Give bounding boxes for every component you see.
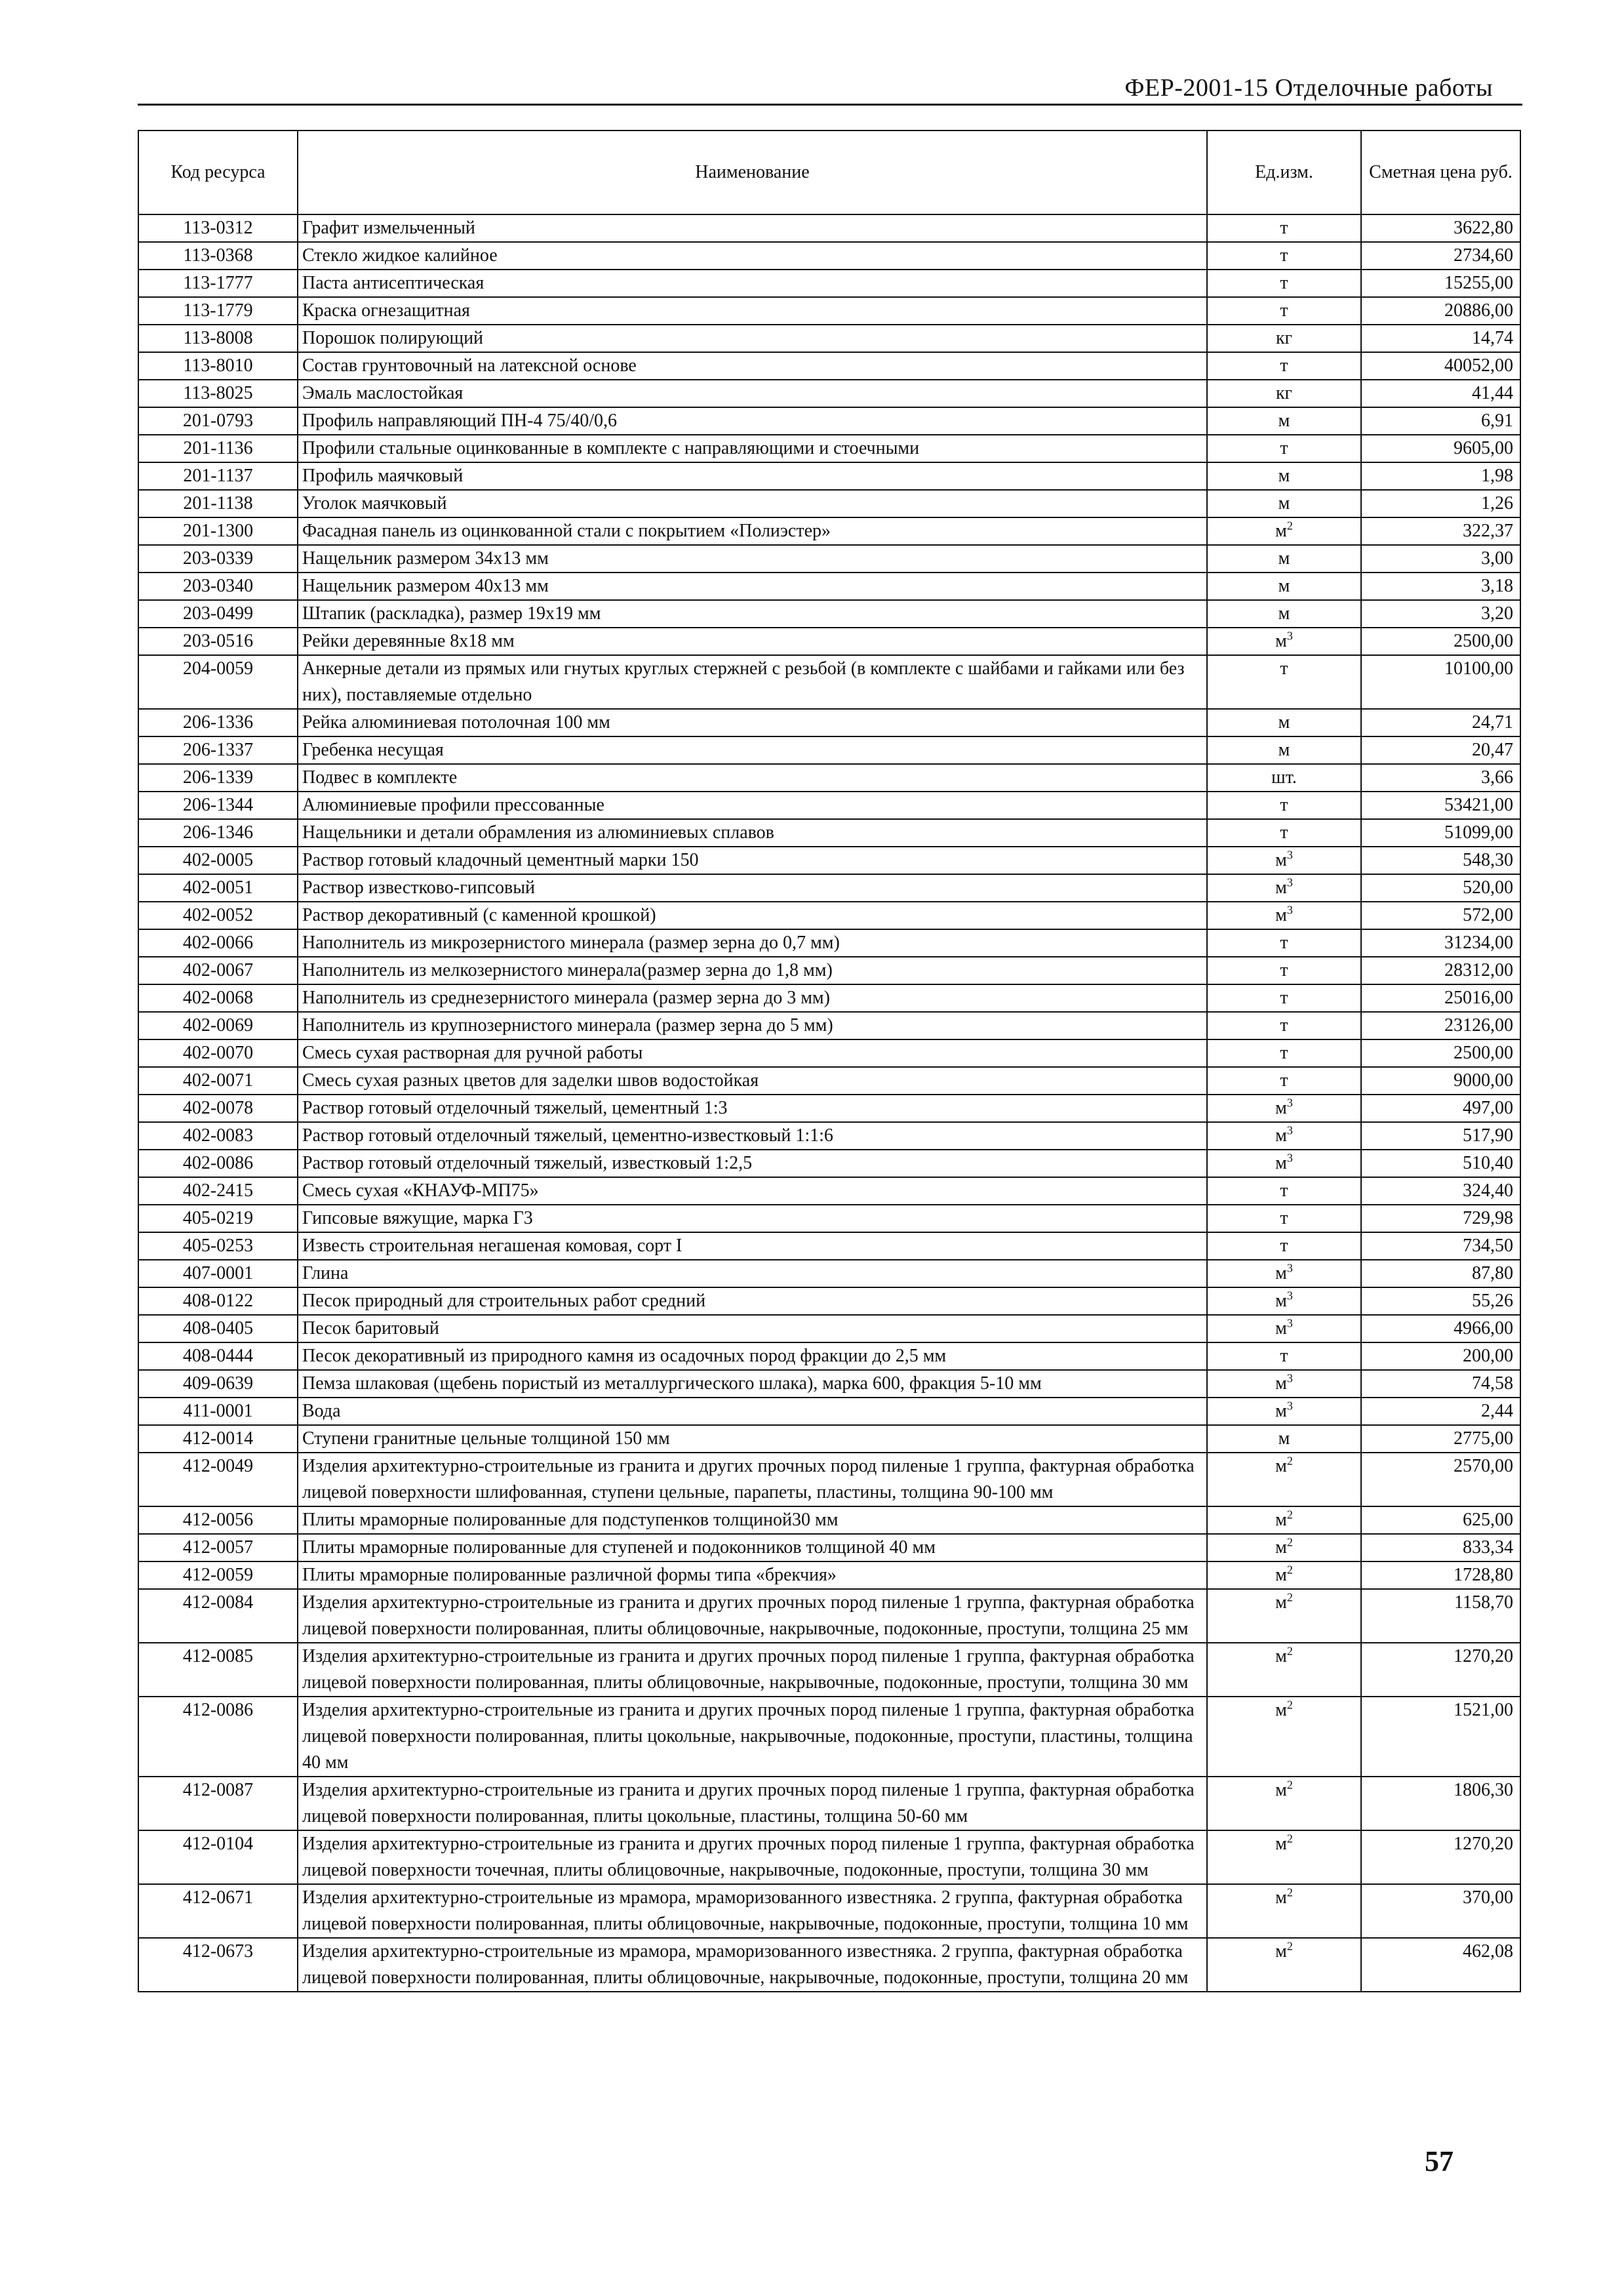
unit-cell: $м^3$	[1207, 1370, 1361, 1398]
unit-cell: т	[1207, 819, 1361, 847]
resource-code-cell: 412-0049	[138, 1453, 298, 1506]
price-cell: 1806,30	[1361, 1777, 1520, 1830]
resource-code-cell: 206-1339	[138, 764, 298, 792]
table-row	[138, 1370, 1520, 1398]
price-cell: 462,08	[1361, 1938, 1520, 1992]
table-row	[138, 1884, 1520, 1938]
resource-name-cell: Рейка алюминиевая потолочная 100 мм	[298, 709, 1207, 736]
resource-name-cell: Нащельник размером 40х13 мм	[298, 573, 1207, 600]
table-row	[138, 517, 1520, 545]
unit-cell: $м^3$	[1207, 1287, 1361, 1315]
resource-name-cell: Уголок маячковый	[298, 490, 1207, 517]
resource-code-cell: 412-0014	[138, 1425, 298, 1453]
price-cell: 625,00	[1361, 1506, 1520, 1534]
resource-price-table	[138, 130, 1521, 1992]
unit-cell: т	[1207, 297, 1361, 325]
price-cell: 51099,00	[1361, 819, 1520, 847]
price-cell: 3,00	[1361, 545, 1520, 573]
header-divider	[138, 104, 1522, 106]
table-row	[138, 1205, 1520, 1232]
column-header-unit: Ед.изм.	[1207, 131, 1361, 214]
table-row	[138, 764, 1520, 792]
price-cell: 9000,00	[1361, 1067, 1520, 1095]
unit-cell: $м^2$	[1207, 1697, 1361, 1777]
table-row	[138, 984, 1520, 1012]
unit-cell: $м^3$	[1207, 847, 1361, 874]
table-row	[138, 573, 1520, 600]
resource-name-cell: Раствор декоративный (с каменной крошкой)	[298, 902, 1207, 929]
unit-cell: м	[1207, 736, 1361, 764]
price-cell: 23126,00	[1361, 1012, 1520, 1039]
price-cell: 4966,00	[1361, 1315, 1520, 1342]
resource-name-cell: Вода	[298, 1398, 1207, 1425]
price-cell: 548,30	[1361, 847, 1520, 874]
resource-name-cell: Смесь сухая «КНАУФ-МП75»	[298, 1177, 1207, 1205]
unit-cell: м	[1207, 709, 1361, 736]
table-row	[138, 1342, 1520, 1370]
resource-code-cell: 206-1346	[138, 819, 298, 847]
resource-name-cell: Изделия архитектурно-строительные из гранита и других прочных пород пиленые 1 группа, фактурная обработка лицевой поверхности полированная, плиты облицовочные, накрывочные, подоконные, проступи, толщина 25 мм	[298, 1589, 1207, 1643]
unit-cell: кг	[1207, 380, 1361, 407]
unit-cell: $м^3$	[1207, 1315, 1361, 1342]
price-cell: 20886,00	[1361, 297, 1520, 325]
resource-code-cell: 203-0516	[138, 628, 298, 655]
column-header-price: Сметная цена руб.	[1361, 131, 1520, 214]
price-cell: 1,26	[1361, 490, 1520, 517]
table-row	[138, 1777, 1520, 1830]
resource-name-cell: Ступени гранитные цельные толщиной 150 мм	[298, 1425, 1207, 1453]
resource-name-cell: Нащельник размером 34х13 мм	[298, 545, 1207, 573]
unit-cell: т	[1207, 984, 1361, 1012]
resource-name-cell: Изделия архитектурно-строительные из гранита и других прочных пород пиленые 1 группа, фактурная обработка лицевой поверхности полированная, плиты цокольные, пластины, толщина 50-60 мм	[298, 1777, 1207, 1830]
price-cell: 1158,70	[1361, 1589, 1520, 1643]
resource-name-cell: Эмаль маслостойкая	[298, 380, 1207, 407]
unit-cell: м	[1207, 462, 1361, 490]
table-row	[138, 819, 1520, 847]
table-row	[138, 435, 1520, 462]
resource-code-cell: 412-0084	[138, 1589, 298, 1643]
resource-code-cell: 408-0122	[138, 1287, 298, 1315]
unit-cell: $м^3$	[1207, 1122, 1361, 1150]
resource-code-cell: 113-1779	[138, 297, 298, 325]
table-row	[138, 1506, 1520, 1534]
table-row	[138, 297, 1520, 325]
table-row	[138, 325, 1520, 352]
resource-name-cell: Плиты мраморные полированные для ступеней и подоконников толщиной 40 мм	[298, 1534, 1207, 1561]
resource-code-cell: 409-0639	[138, 1370, 298, 1398]
table-row	[138, 655, 1520, 709]
unit-cell: т	[1207, 1232, 1361, 1260]
unit-cell: т	[1207, 214, 1361, 242]
resource-code-cell: 113-8010	[138, 352, 298, 380]
table-row	[138, 352, 1520, 380]
table-row	[138, 1260, 1520, 1287]
resource-name-cell: Плиты мраморные полированные различной формы типа «брекчия»	[298, 1561, 1207, 1589]
unit-cell: м	[1207, 490, 1361, 517]
resource-code-cell: 412-0059	[138, 1561, 298, 1589]
page-number: 57	[1425, 2145, 1454, 2177]
table-row	[138, 902, 1520, 929]
unit-cell: т	[1207, 957, 1361, 984]
price-cell: 24,71	[1361, 709, 1520, 736]
table-row	[138, 1095, 1520, 1122]
resource-code-cell: 402-0067	[138, 957, 298, 984]
unit-cell: $м^2$	[1207, 1643, 1361, 1697]
table-row	[138, 1589, 1520, 1643]
resource-name-cell: Профиль направляющий ПН-4 75/40/0,6	[298, 407, 1207, 435]
resource-code-cell: 402-0086	[138, 1150, 298, 1177]
unit-cell: т	[1207, 1067, 1361, 1095]
unit-cell: $м^3$	[1207, 1398, 1361, 1425]
price-cell: 74,58	[1361, 1370, 1520, 1398]
resource-name-cell: Изделия архитектурно-строительные из мрамора, мраморизованного известняка. 2 группа, фактурная обработка лицевой поверхности полированная, плиты облицовочные, накрывочные, подоконные, проступи, толщина 20 мм	[298, 1938, 1207, 1992]
resource-name-cell: Нащельники и детали обрамления из алюминиевых сплавов	[298, 819, 1207, 847]
table-row	[138, 847, 1520, 874]
resource-code-cell: 405-0253	[138, 1232, 298, 1260]
unit-cell: $м^2$	[1207, 1561, 1361, 1589]
price-cell: 3622,80	[1361, 214, 1520, 242]
unit-cell: $м^3$	[1207, 1260, 1361, 1287]
resource-code-cell: 201-1136	[138, 435, 298, 462]
resource-code-cell: 402-0069	[138, 1012, 298, 1039]
unit-cell: кг	[1207, 325, 1361, 352]
price-cell: 200,00	[1361, 1342, 1520, 1370]
resource-code-cell: 203-0340	[138, 573, 298, 600]
unit-cell: м	[1207, 545, 1361, 573]
resource-name-cell: Подвес в комплекте	[298, 764, 1207, 792]
resource-name-cell: Краска огнезащитная	[298, 297, 1207, 325]
price-cell: 25016,00	[1361, 984, 1520, 1012]
table-row	[138, 1453, 1520, 1506]
resource-name-cell: Наполнитель из крупнозернистого минерала (размер зерна до 5 мм)	[298, 1012, 1207, 1039]
table-row	[138, 600, 1520, 628]
resource-name-cell: Алюминиевые профили прессованные	[298, 792, 1207, 819]
unit-cell: т	[1207, 352, 1361, 380]
price-cell: 20,47	[1361, 736, 1520, 764]
unit-cell: т	[1207, 1205, 1361, 1232]
table-row	[138, 929, 1520, 957]
price-cell: 3,66	[1361, 764, 1520, 792]
table-row	[138, 242, 1520, 270]
unit-cell: $м^2$	[1207, 1938, 1361, 1992]
unit-cell: шт.	[1207, 764, 1361, 792]
resource-code-cell: 402-0078	[138, 1095, 298, 1122]
resource-code-cell: 412-0104	[138, 1830, 298, 1884]
price-cell: 2570,00	[1361, 1453, 1520, 1506]
resource-code-cell: 412-0085	[138, 1643, 298, 1697]
price-cell: 3,18	[1361, 573, 1520, 600]
price-cell: 1728,80	[1361, 1561, 1520, 1589]
unit-cell: т	[1207, 1039, 1361, 1067]
resource-code-cell: 201-1138	[138, 490, 298, 517]
table-row	[138, 1697, 1520, 1777]
price-cell: 55,26	[1361, 1287, 1520, 1315]
resource-code-cell: 411-0001	[138, 1398, 298, 1425]
table-row	[138, 1039, 1520, 1067]
unit-cell: м	[1207, 600, 1361, 628]
resource-code-cell: 113-1777	[138, 270, 298, 297]
resource-name-cell: Состав грунтовочный на латексной основе	[298, 352, 1207, 380]
resource-name-cell: Песок баритовый	[298, 1315, 1207, 1342]
table-row	[138, 628, 1520, 655]
resource-name-cell: Фасадная панель из оцинкованной стали с покрытием «Полиэстер»	[298, 517, 1207, 545]
table-row	[138, 1287, 1520, 1315]
table-row	[138, 1067, 1520, 1095]
resource-code-cell: 113-8025	[138, 380, 298, 407]
resource-name-cell: Раствор готовый отделочный тяжелый, цементный 1:3	[298, 1095, 1207, 1122]
price-cell: 572,00	[1361, 902, 1520, 929]
resource-name-cell: Паста антисептическая	[298, 270, 1207, 297]
resource-code-cell: 407-0001	[138, 1260, 298, 1287]
unit-cell: $м^2$	[1207, 1453, 1361, 1506]
resource-code-cell: 201-1300	[138, 517, 298, 545]
unit-cell: $м^3$	[1207, 1095, 1361, 1122]
unit-cell: $м^2$	[1207, 1534, 1361, 1561]
price-cell: 833,34	[1361, 1534, 1520, 1561]
resource-code-cell: 206-1336	[138, 709, 298, 736]
resource-code-cell: 206-1344	[138, 792, 298, 819]
table-row	[138, 709, 1520, 736]
resource-code-cell: 402-0068	[138, 984, 298, 1012]
price-cell: 2,44	[1361, 1398, 1520, 1425]
resource-code-cell: 204-0059	[138, 655, 298, 709]
unit-cell: т	[1207, 929, 1361, 957]
resource-name-cell: Профили стальные оцинкованные в комплекте с направляющими и стоечными	[298, 435, 1207, 462]
price-cell: 31234,00	[1361, 929, 1520, 957]
price-cell: 28312,00	[1361, 957, 1520, 984]
resource-code-cell: 402-0052	[138, 902, 298, 929]
resource-name-cell: Смесь сухая разных цветов для заделки швов водостойкая	[298, 1067, 1207, 1095]
resource-name-cell: Известь строительная негашеная комовая, сорт I	[298, 1232, 1207, 1260]
resource-name-cell: Плиты мраморные полированные для подступенков толщиной30 мм	[298, 1506, 1207, 1534]
table-row	[138, 1534, 1520, 1561]
resource-name-cell: Глина	[298, 1260, 1207, 1287]
price-cell: 6,91	[1361, 407, 1520, 435]
unit-cell: $м^2$	[1207, 1884, 1361, 1938]
table-row	[138, 1315, 1520, 1342]
table-row	[138, 1177, 1520, 1205]
resource-name-cell: Изделия архитектурно-строительные из гранита и других прочных пород пиленые 1 группа, фактурная обработка лицевой поверхности полированная, плиты цокольные, накрывочные, подоконные, проступи, пластины, толщина 40 мм	[298, 1697, 1207, 1777]
resource-name-cell: Раствор готовый отделочный тяжелый, известковый 1:2,5	[298, 1150, 1207, 1177]
resource-code-cell: 412-0086	[138, 1697, 298, 1777]
unit-cell: $м^3$	[1207, 874, 1361, 902]
resource-code-cell: 412-0673	[138, 1938, 298, 1992]
unit-cell: т	[1207, 1012, 1361, 1039]
table-row	[138, 1561, 1520, 1589]
unit-cell: $м^2$	[1207, 1830, 1361, 1884]
resource-code-cell: 412-0087	[138, 1777, 298, 1830]
resource-name-cell: Раствор известково-гипсовый	[298, 874, 1207, 902]
table-row	[138, 380, 1520, 407]
resource-code-cell: 402-0070	[138, 1039, 298, 1067]
table-row	[138, 1232, 1520, 1260]
unit-cell: т	[1207, 435, 1361, 462]
resource-name-cell: Наполнитель из мелкозернистого минерала(размер зерна до 1,8 мм)	[298, 957, 1207, 984]
resource-name-cell: Профиль маячковый	[298, 462, 1207, 490]
resource-name-cell: Наполнитель из среднезернистого минерала (размер зерна до 3 мм)	[298, 984, 1207, 1012]
resource-code-cell: 412-0056	[138, 1506, 298, 1534]
resource-name-cell: Раствор готовый отделочный тяжелый, цементно-известковый 1:1:6	[298, 1122, 1207, 1150]
table-row	[138, 1150, 1520, 1177]
resource-name-cell: Графит измельченный	[298, 214, 1207, 242]
price-cell: 497,00	[1361, 1095, 1520, 1122]
unit-cell: м	[1207, 573, 1361, 600]
table-row	[138, 1012, 1520, 1039]
resource-code-cell: 203-0499	[138, 600, 298, 628]
table-row	[138, 1122, 1520, 1150]
price-cell: 1270,20	[1361, 1830, 1520, 1884]
unit-cell: $м^3$	[1207, 628, 1361, 655]
resource-name-cell: Изделия архитектурно-строительные из гранита и других прочных пород пиленые 1 группа, фактурная обработка лицевой поверхности точечная, плиты облицовочные, накрывочные, подоконные, проступи, толщина 30 мм	[298, 1830, 1207, 1884]
resource-name-cell: Изделия архитектурно-строительные из мрамора, мраморизованного известняка. 2 группа, фактурная обработка лицевой поверхности полированная, плиты облицовочные, накрывочные, подоконные, проступи, толщина 10 мм	[298, 1884, 1207, 1938]
resource-code-cell: 408-0405	[138, 1315, 298, 1342]
resource-name-cell: Рейки деревянные 8х18 мм	[298, 628, 1207, 655]
unit-cell: $м^2$	[1207, 1777, 1361, 1830]
price-cell: 517,90	[1361, 1122, 1520, 1150]
price-cell: 324,40	[1361, 1177, 1520, 1205]
price-cell: 1521,00	[1361, 1697, 1520, 1777]
price-cell: 41,44	[1361, 380, 1520, 407]
unit-cell: т	[1207, 242, 1361, 270]
table-row	[138, 874, 1520, 902]
resource-name-cell: Штапик (раскладка), размер 19х19 мм	[298, 600, 1207, 628]
resource-name-cell: Изделия архитектурно-строительные из гранита и других прочных пород пиленые 1 группа, фактурная обработка лицевой поверхности шлифованная, ступени цельные, парапеты, пластины, толщина 90-100 мм	[298, 1453, 1207, 1506]
resource-code-cell: 402-0005	[138, 847, 298, 874]
price-cell: 3,20	[1361, 600, 1520, 628]
resource-name-cell: Наполнитель из микрозернистого минерала (размер зерна до 0,7 мм)	[298, 929, 1207, 957]
resource-code-cell: 402-0083	[138, 1122, 298, 1150]
price-cell: 1,98	[1361, 462, 1520, 490]
resource-name-cell: Песок природный для строительных работ средний	[298, 1287, 1207, 1315]
resource-code-cell: 412-0671	[138, 1884, 298, 1938]
unit-cell: $м^3$	[1207, 902, 1361, 929]
price-cell: 2500,00	[1361, 628, 1520, 655]
table-row	[138, 1643, 1520, 1697]
resource-code-cell: 113-8008	[138, 325, 298, 352]
price-cell: 2734,60	[1361, 242, 1520, 270]
column-header-name: Наименование	[298, 131, 1207, 214]
price-cell: 734,50	[1361, 1232, 1520, 1260]
resource-code-cell: 206-1337	[138, 736, 298, 764]
resource-code-cell: 402-0051	[138, 874, 298, 902]
price-cell: 729,98	[1361, 1205, 1520, 1232]
unit-cell: $м^2$	[1207, 1589, 1361, 1643]
resource-name-cell: Смесь сухая растворная для ручной работы	[298, 1039, 1207, 1067]
resource-name-cell: Порошок полирующий	[298, 325, 1207, 352]
column-header-code: Код ресурса	[138, 131, 298, 214]
table-header-row	[138, 131, 1520, 214]
resource-name-cell: Пемза шлаковая (щебень пористый из металлургического шлака), марка 600, фракция 5-10 мм	[298, 1370, 1207, 1398]
price-cell: 370,00	[1361, 1884, 1520, 1938]
table-row	[138, 736, 1520, 764]
resource-code-cell: 402-0071	[138, 1067, 298, 1095]
resource-code-cell: 201-0793	[138, 407, 298, 435]
unit-cell: т	[1207, 1177, 1361, 1205]
price-cell: 10100,00	[1361, 655, 1520, 709]
resource-code-cell: 402-0066	[138, 929, 298, 957]
resource-code-cell: 201-1137	[138, 462, 298, 490]
table-row	[138, 407, 1520, 435]
table-row	[138, 214, 1520, 242]
unit-cell: т	[1207, 792, 1361, 819]
resource-name-cell: Раствор готовый кладочный цементный марки 150	[298, 847, 1207, 874]
price-cell: 2775,00	[1361, 1425, 1520, 1453]
price-cell: 510,40	[1361, 1150, 1520, 1177]
table-row	[138, 1830, 1520, 1884]
table-row	[138, 462, 1520, 490]
table-row	[138, 270, 1520, 297]
document-header-title: ФЕР-2001-15 Отделочные работы	[1124, 74, 1493, 102]
price-cell: 14,74	[1361, 325, 1520, 352]
unit-cell: т	[1207, 270, 1361, 297]
price-cell: 40052,00	[1361, 352, 1520, 380]
price-cell: 53421,00	[1361, 792, 1520, 819]
unit-cell: т	[1207, 1342, 1361, 1370]
resource-name-cell: Гребенка несущая	[298, 736, 1207, 764]
table-body	[138, 214, 1520, 1992]
price-cell: 520,00	[1361, 874, 1520, 902]
resource-code-cell: 405-0219	[138, 1205, 298, 1232]
table-row	[138, 490, 1520, 517]
resource-code-cell: 412-0057	[138, 1534, 298, 1561]
price-cell: 1270,20	[1361, 1643, 1520, 1697]
price-cell: 15255,00	[1361, 270, 1520, 297]
resource-name-cell: Изделия архитектурно-строительные из гранита и других прочных пород пиленые 1 группа, фактурная обработка лицевой поверхности полированная, плиты облицовочные, накрывочные, подоконные, проступи, толщина 30 мм	[298, 1643, 1207, 1697]
table-row	[138, 957, 1520, 984]
unit-cell: $м^3$	[1207, 1150, 1361, 1177]
resource-code-cell: 402-2415	[138, 1177, 298, 1205]
table-row	[138, 792, 1520, 819]
resource-code-cell: 408-0444	[138, 1342, 298, 1370]
resource-code-cell: 113-0312	[138, 214, 298, 242]
table-row	[138, 1425, 1520, 1453]
table-row	[138, 1938, 1520, 1992]
resource-code-cell: 203-0339	[138, 545, 298, 573]
price-cell: 87,80	[1361, 1260, 1520, 1287]
table-row	[138, 545, 1520, 573]
table-row	[138, 1398, 1520, 1425]
resource-name-cell: Гипсовые вяжущие, марка Г3	[298, 1205, 1207, 1232]
price-cell: 2500,00	[1361, 1039, 1520, 1067]
resource-name-cell: Стекло жидкое калийное	[298, 242, 1207, 270]
resource-code-cell: 113-0368	[138, 242, 298, 270]
unit-cell: м	[1207, 407, 1361, 435]
price-cell: 9605,00	[1361, 435, 1520, 462]
price-cell: 322,37	[1361, 517, 1520, 545]
resource-name-cell: Песок декоративный из природного камня из осадочных пород фракции до 2,5 мм	[298, 1342, 1207, 1370]
unit-cell: м	[1207, 1425, 1361, 1453]
resource-name-cell: Анкерные детали из прямых или гнутых круглых стержней с резьбой (в комплекте с шайбами и гайками или без них), поставляемые отдельно	[298, 655, 1207, 709]
unit-cell: т	[1207, 655, 1361, 709]
unit-cell: $м^2$	[1207, 1506, 1361, 1534]
unit-cell: $м^2$	[1207, 517, 1361, 545]
